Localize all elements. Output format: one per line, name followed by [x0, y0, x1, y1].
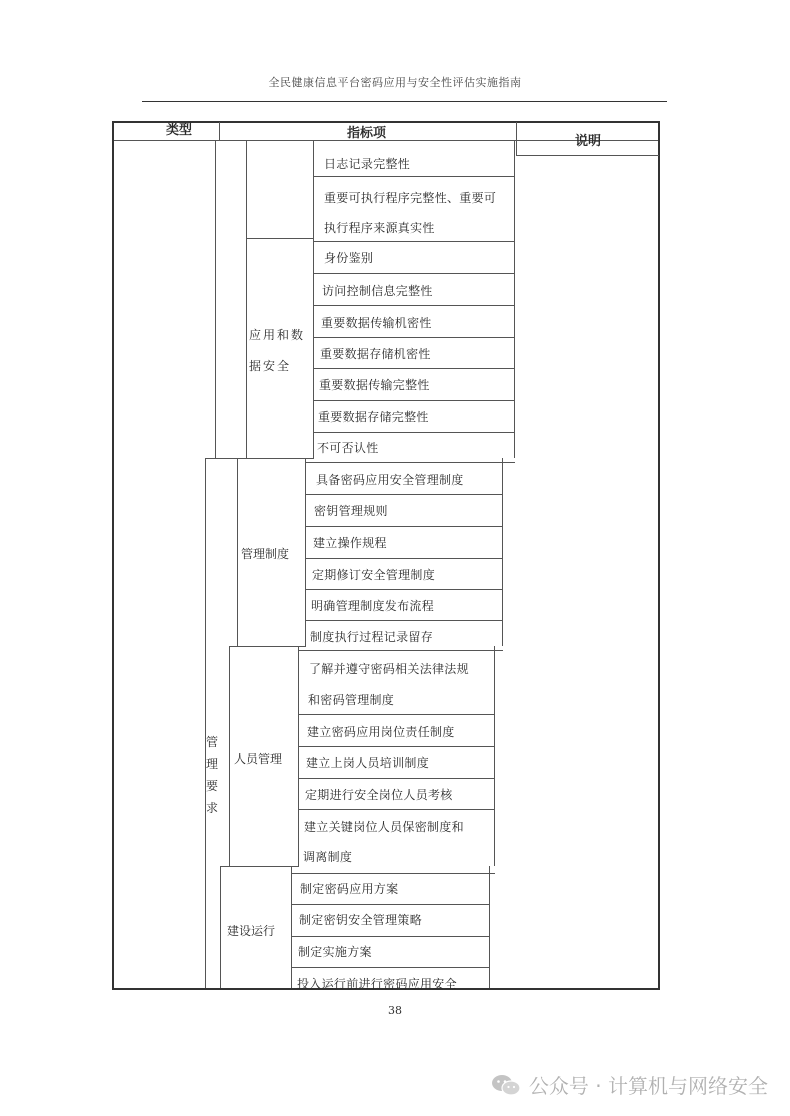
watermark-text: 公众号 · 计算机与网络安全 [528, 1074, 768, 1098]
row-divider [298, 650, 503, 651]
index-item: 日志记录完整性 [324, 157, 411, 171]
group-divider-4 [220, 866, 299, 867]
row-divider [305, 558, 503, 559]
level-col-border-a [246, 141, 247, 458]
index-item: 明确管理制度发布流程 [311, 599, 435, 613]
item-col-border-d [291, 866, 292, 988]
group-label-personnel: 人员管理 [234, 752, 283, 766]
group-divider-3 [229, 646, 306, 647]
row-divider [313, 400, 515, 401]
row-divider [313, 337, 515, 338]
row-divider [291, 967, 490, 968]
row-divider [305, 494, 503, 495]
type-col-border-lower [205, 458, 206, 988]
page-header-title: 全民健康信息平台密码应用与安全性评估实施指南 [268, 76, 522, 89]
type-col-border-upper [215, 141, 216, 458]
index-item: 定期进行安全岗位人员考核 [305, 788, 453, 802]
note-col-divider [516, 122, 517, 156]
index-item: 制定密码应用方案 [300, 882, 399, 896]
row-divider [291, 936, 490, 937]
index-item: 定期修订安全管理制度 [312, 568, 436, 582]
row-divider [313, 176, 515, 177]
item-right-border-d [489, 866, 490, 988]
index-item: 调离制度 [303, 850, 353, 864]
row-divider [298, 778, 495, 779]
row-divider [305, 620, 503, 621]
row-divider [291, 904, 490, 905]
row-divider [313, 432, 515, 433]
item-right-border-c [494, 646, 495, 866]
index-item: 具备密码应用安全管理制度 [316, 473, 464, 487]
item-right-border-a [514, 141, 515, 458]
index-item: 了解并遵守密码相关法律法规 [309, 662, 469, 676]
column-header-index: 指标项 [347, 126, 387, 141]
index-item: 访问控制信息完整性 [322, 284, 433, 298]
row-divider [305, 526, 503, 527]
header-rule [142, 101, 667, 102]
row-divider [298, 714, 495, 715]
note-header-underline [516, 155, 659, 156]
row-divider [313, 241, 515, 242]
group-divider-2 [206, 458, 314, 459]
group-divider-1 [246, 238, 314, 239]
wechat-icon [491, 1074, 521, 1096]
index-item: 重要可执行程序完整性、重要可 [324, 191, 497, 205]
column-header-note: 说明 [575, 134, 602, 149]
index-table [112, 121, 660, 990]
row-divider [305, 589, 503, 590]
row-divider [313, 273, 515, 274]
index-item: 和密码管理制度 [308, 693, 395, 707]
level-col-border-d [220, 866, 221, 988]
index-item: 制定密钥安全管理策略 [299, 913, 423, 927]
group-label-app-data-2: 据安全 [249, 359, 292, 373]
row-divider [313, 305, 515, 306]
row-divider [291, 873, 495, 874]
index-item: 建立密码应用岗位责任制度 [307, 725, 455, 739]
page-number: 38 [388, 1004, 402, 1017]
row-divider [305, 462, 515, 463]
index-item: 建立操作规程 [313, 536, 387, 550]
group-label-app-data-1: 应用和数 [249, 328, 306, 342]
header-col-divider [219, 122, 220, 141]
index-item: 建立上岗人员培训制度 [306, 756, 430, 770]
index-item: 不可否认性 [317, 441, 379, 455]
index-item: 投入运行前进行密码应用安全 [297, 977, 457, 991]
column-header-type: 类型 [166, 123, 193, 138]
item-right-border-b [502, 458, 503, 646]
group-label-mgmt-system: 管理制度 [241, 547, 290, 561]
watermark [491, 1070, 768, 1099]
item-col-border-c [298, 646, 299, 866]
item-col-border-b [305, 458, 306, 646]
level-col-border-b [237, 458, 238, 646]
index-item: 重要数据传输完整性 [319, 378, 430, 392]
row-divider [298, 809, 495, 810]
index-item: 执行程序来源真实性 [324, 221, 435, 235]
index-item: 制度执行过程记录留存 [310, 630, 434, 644]
index-item: 重要数据传输机密性 [321, 316, 432, 330]
index-item: 身份鉴别 [324, 251, 374, 265]
level-col-border-c [229, 646, 230, 866]
group-label-build-run: 建设运行 [227, 924, 276, 938]
row-divider [313, 368, 515, 369]
index-item: 重要数据存储机密性 [320, 347, 431, 361]
index-item: 重要数据存储完整性 [318, 410, 429, 424]
category-label: 管 理 要 求 [205, 735, 218, 815]
index-item: 密钥管理规则 [314, 504, 388, 518]
item-col-border-a [313, 141, 314, 458]
row-divider [298, 746, 495, 747]
index-item: 制定实施方案 [298, 945, 372, 959]
index-item: 建立关键岗位人员保密制度和 [304, 820, 464, 834]
